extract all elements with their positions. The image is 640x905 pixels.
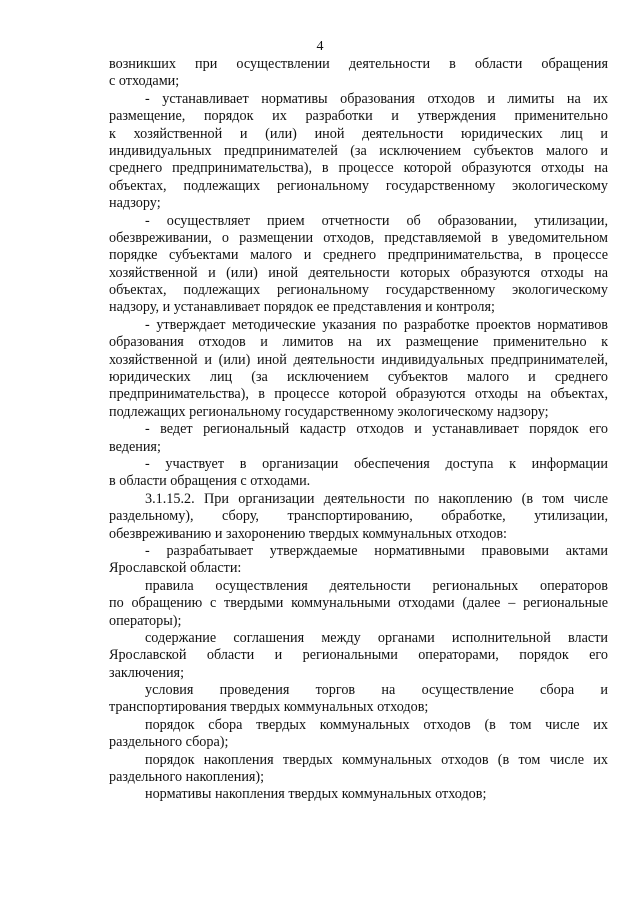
paragraph <box>109 91 608 213</box>
page-number: 4 <box>316 39 324 54</box>
paragraph <box>109 317 608 421</box>
text-line: - ведет региональный кадастр отходов и устанавливает порядок его <box>145 421 608 438</box>
text-line: к хозяйственной и (или) иной деятельности юридических лиц и <box>109 125 608 142</box>
text-line: размещение, порядок их разработки и утверждения применительно <box>109 108 608 125</box>
text-line: порядок накопления твердых коммунальных отходов (в том числе их <box>145 751 608 768</box>
text-line: индивидуальных предпринимателей (за исключением субъектов малого и <box>109 142 608 159</box>
text-line: Ярославской области: <box>109 560 242 577</box>
text-line: содержание соглашения между органами исполнительной власти <box>145 629 608 646</box>
paragraph <box>109 630 608 682</box>
paragraph <box>109 213 608 317</box>
text-line: образования отходов и лимитов на их размещение применительно к <box>109 334 608 351</box>
text-line: нормативы накопления твердых коммунальных отходов; <box>145 786 487 803</box>
text-line: раздельному), сбору, транспортированию, обработке, утилизации, <box>109 508 608 525</box>
text-line: по обращению с твердыми коммунальными отходами (далее – региональные <box>109 595 608 612</box>
text-line: подлежащих региональному государственному экологическому надзору; <box>109 403 549 420</box>
text-line: - утверждает методические указания по разработке проектов нормативов <box>145 316 608 333</box>
text-line: хозяйственной и (или) иной деятельности которых образуются отходы на <box>109 264 608 281</box>
text-line: Ярославской области и региональными операторами, порядок его <box>109 647 608 664</box>
text-line: 3.1.15.2. При организации деятельности по накоплению (в том числе <box>145 490 608 507</box>
text-line: правила осуществления деятельности региональных операторов <box>145 577 608 594</box>
paragraph <box>109 717 608 752</box>
paragraph <box>109 682 608 717</box>
paragraph <box>109 421 608 456</box>
text-line: - осуществляет прием отчетности об образовании, утилизации, <box>145 212 608 229</box>
text-line: обезвреживанию и захоронению твердых коммунальных отходов: <box>109 525 508 542</box>
text-line: предпринимательства), в процессе которой образуются отходы на объектах, <box>109 386 608 403</box>
text-line: объектах, подлежащих региональному государственному экологическому <box>109 282 608 299</box>
paragraph <box>109 752 608 787</box>
text-line: надзору, и устанавливает порядок ее представления и контроля; <box>109 299 495 316</box>
paragraph <box>109 578 608 630</box>
text-line: заключения; <box>109 664 185 681</box>
text-line: - участвует в организации обеспечения доступа к информации <box>145 455 608 472</box>
text-line: - разрабатывает утверждаемые нормативными правовыми актами <box>145 542 608 559</box>
text-line: раздельного сбора); <box>109 734 229 751</box>
text-line: - устанавливает нормативы образования отходов и лимиты на их <box>145 90 608 107</box>
text-line: ведения; <box>109 438 161 455</box>
text-line: транспортирования твердых коммунальных отходов; <box>109 699 429 716</box>
text-line: с отходами; <box>109 73 180 90</box>
text-line: в области обращения с отходами. <box>109 473 311 490</box>
document-body <box>109 56 608 804</box>
paragraph <box>109 456 608 491</box>
text-line: порядке субъектами малого и среднего предпринимательства, в процессе <box>109 247 608 264</box>
text-line: юридических лиц (за исключением субъектов малого и среднего <box>109 369 608 386</box>
text-line: хозяйственной и (или) иной деятельности индивидуальных предпринимателей, <box>109 351 608 368</box>
text-line: условия проведения торгов на осуществление сбора и <box>145 682 608 699</box>
paragraph <box>109 543 608 578</box>
text-line: обезвреживании, о размещении отходов, представляемой в уведомительном <box>109 229 608 246</box>
text-line: порядок сбора твердых коммунальных отходов (в том числе их <box>145 716 608 733</box>
text-line: операторы); <box>109 612 182 629</box>
text-line: надзору; <box>109 195 161 212</box>
text-line: раздельного накопления); <box>109 769 265 786</box>
paragraph <box>109 491 608 543</box>
text-line: объектах, подлежащих региональному государственному экологическому <box>109 177 608 194</box>
text-line: среднего предпринимательства), в процессе которой образуются отходы на <box>109 160 608 177</box>
paragraph <box>109 786 608 803</box>
text-line: возникших при осуществлении деятельности в области обращения <box>109 56 608 72</box>
paragraph <box>109 56 608 91</box>
